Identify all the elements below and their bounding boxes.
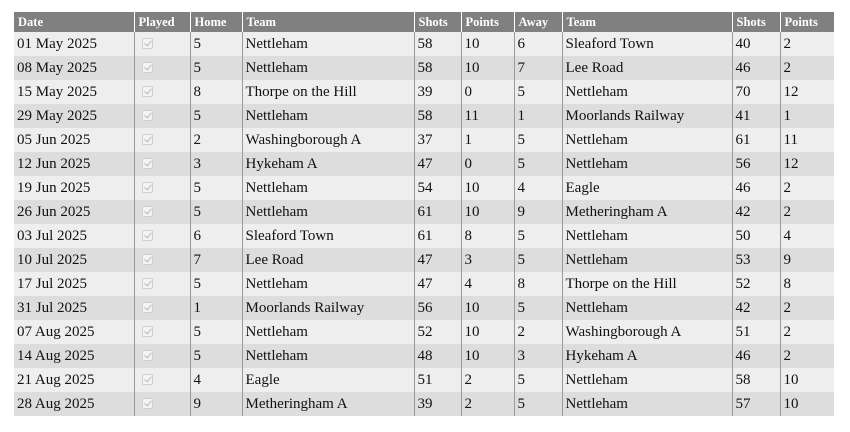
cell-home-team: Nettleham: [242, 344, 414, 368]
cell-played: [134, 344, 190, 368]
cell-home-points: 10: [461, 344, 514, 368]
cell-away-team: Washingborough A: [562, 320, 732, 344]
cell-away-points: 8: [780, 272, 834, 296]
cell-played: [134, 56, 190, 80]
cell-home-points: 1: [461, 128, 514, 152]
cell-home-shots: 37: [414, 128, 461, 152]
played-checkbox[interactable]: [142, 302, 153, 313]
cell-home-team: Nettleham: [242, 320, 414, 344]
cell-home-shots: 47: [414, 248, 461, 272]
cell-home-team: Nettleham: [242, 104, 414, 128]
cell-home-number: 4: [190, 368, 242, 392]
cell-home-team: Washingborough A: [242, 128, 414, 152]
cell-away-team: Metheringham A: [562, 200, 732, 224]
column-header-away[interactable]: Away: [514, 12, 562, 32]
cell-away-points: 9: [780, 248, 834, 272]
cell-played: [134, 392, 190, 416]
cell-away-number: 5: [514, 248, 562, 272]
played-checkbox[interactable]: [142, 350, 153, 361]
cell-played: [134, 128, 190, 152]
played-checkbox[interactable]: [142, 158, 153, 169]
cell-away-number: 5: [514, 224, 562, 248]
played-checkbox[interactable]: [142, 374, 153, 385]
column-header-home-points[interactable]: Points: [461, 12, 514, 32]
cell-home-shots: 58: [414, 104, 461, 128]
column-header-home-shots[interactable]: Shots: [414, 12, 461, 32]
cell-away-points: 12: [780, 152, 834, 176]
cell-home-shots: 39: [414, 80, 461, 104]
cell-away-team: Sleaford Town: [562, 32, 732, 56]
cell-away-shots: 42: [732, 200, 780, 224]
cell-home-team: Lee Road: [242, 248, 414, 272]
cell-home-number: 1: [190, 296, 242, 320]
cell-away-team: Nettleham: [562, 80, 732, 104]
fixtures-table: [14, 12, 834, 416]
cell-played: [134, 104, 190, 128]
cell-away-shots: 61: [732, 128, 780, 152]
cell-home-shots: 61: [414, 200, 461, 224]
cell-date: 31 Jul 2025: [14, 296, 134, 320]
cell-played: [134, 296, 190, 320]
cell-away-team: Thorpe on the Hill: [562, 272, 732, 296]
cell-home-points: 2: [461, 368, 514, 392]
cell-home-number: 5: [190, 104, 242, 128]
column-header-away-points[interactable]: Points: [780, 12, 834, 32]
cell-away-points: 4: [780, 224, 834, 248]
cell-date: 03 Jul 2025: [14, 224, 134, 248]
cell-home-team: Nettleham: [242, 272, 414, 296]
cell-home-team: Nettleham: [242, 32, 414, 56]
cell-away-points: 12: [780, 80, 834, 104]
cell-away-number: 5: [514, 128, 562, 152]
cell-away-team: Nettleham: [562, 128, 732, 152]
cell-away-points: 1: [780, 104, 834, 128]
cell-away-points: 2: [780, 200, 834, 224]
cell-away-team: Hykeham A: [562, 344, 732, 368]
cell-home-points: 10: [461, 56, 514, 80]
cell-home-shots: 47: [414, 152, 461, 176]
table-row: [14, 296, 834, 320]
cell-home-shots: 39: [414, 392, 461, 416]
cell-played: [134, 224, 190, 248]
cell-home-team: Metheringham A: [242, 392, 414, 416]
table-row: [14, 272, 834, 296]
cell-date: 07 Aug 2025: [14, 320, 134, 344]
cell-date: 12 Jun 2025: [14, 152, 134, 176]
cell-home-shots: 58: [414, 56, 461, 80]
cell-played: [134, 248, 190, 272]
cell-away-team: Lee Road: [562, 56, 732, 80]
cell-home-team: Nettleham: [242, 176, 414, 200]
cell-away-shots: 57: [732, 392, 780, 416]
cell-home-number: 5: [190, 176, 242, 200]
cell-away-team: Eagle: [562, 176, 732, 200]
cell-date: 28 Aug 2025: [14, 392, 134, 416]
cell-date: 26 Jun 2025: [14, 200, 134, 224]
cell-home-number: 5: [190, 320, 242, 344]
cell-away-shots: 46: [732, 56, 780, 80]
cell-home-number: 5: [190, 344, 242, 368]
cell-home-shots: 48: [414, 344, 461, 368]
cell-away-team: Nettleham: [562, 152, 732, 176]
cell-date: 17 Jul 2025: [14, 272, 134, 296]
cell-away-team: Nettleham: [562, 224, 732, 248]
cell-away-number: 5: [514, 152, 562, 176]
played-checkbox[interactable]: [142, 110, 153, 121]
cell-away-points: 2: [780, 176, 834, 200]
cell-played: [134, 152, 190, 176]
cell-away-shots: 70: [732, 80, 780, 104]
cell-home-points: 3: [461, 248, 514, 272]
cell-date: 05 Jun 2025: [14, 128, 134, 152]
cell-played: [134, 368, 190, 392]
table-row: [14, 200, 834, 224]
cell-home-team: Moorlands Railway: [242, 296, 414, 320]
cell-away-points: 11: [780, 128, 834, 152]
cell-home-shots: 52: [414, 320, 461, 344]
cell-away-points: 10: [780, 392, 834, 416]
played-checkbox[interactable]: [142, 254, 153, 265]
table-row: [14, 80, 834, 104]
cell-away-shots: 40: [732, 32, 780, 56]
cell-away-shots: 51: [732, 320, 780, 344]
table-row: [14, 56, 834, 80]
cell-played: [134, 320, 190, 344]
fixtures-body: [14, 32, 834, 416]
cell-away-points: 2: [780, 344, 834, 368]
cell-away-team: Nettleham: [562, 296, 732, 320]
cell-home-points: 2: [461, 392, 514, 416]
table-row: [14, 224, 834, 248]
cell-away-number: 9: [514, 200, 562, 224]
cell-home-team: Hykeham A: [242, 152, 414, 176]
cell-home-number: 2: [190, 128, 242, 152]
cell-home-points: 10: [461, 320, 514, 344]
cell-date: 19 Jun 2025: [14, 176, 134, 200]
played-checkbox[interactable]: [142, 182, 153, 193]
table-row: [14, 320, 834, 344]
cell-away-number: 4: [514, 176, 562, 200]
header-row: [14, 12, 834, 32]
played-checkbox[interactable]: [142, 206, 153, 217]
cell-away-shots: 56: [732, 152, 780, 176]
cell-away-shots: 58: [732, 368, 780, 392]
played-checkbox[interactable]: [142, 326, 153, 337]
cell-home-team: Sleaford Town: [242, 224, 414, 248]
table-row: [14, 32, 834, 56]
cell-played: [134, 80, 190, 104]
table-row: [14, 392, 834, 416]
cell-home-number: 5: [190, 200, 242, 224]
cell-home-points: 8: [461, 224, 514, 248]
cell-away-number: 5: [514, 80, 562, 104]
cell-away-points: 2: [780, 296, 834, 320]
cell-home-points: 4: [461, 272, 514, 296]
cell-away-points: 2: [780, 56, 834, 80]
cell-home-points: 10: [461, 296, 514, 320]
cell-away-shots: 52: [732, 272, 780, 296]
cell-away-number: 8: [514, 272, 562, 296]
cell-away-shots: 46: [732, 344, 780, 368]
column-header-away-team[interactable]: Team: [562, 12, 732, 32]
cell-away-number: 5: [514, 296, 562, 320]
cell-home-points: 10: [461, 32, 514, 56]
cell-home-team: Nettleham: [242, 56, 414, 80]
cell-away-shots: 41: [732, 104, 780, 128]
cell-home-number: 5: [190, 56, 242, 80]
cell-away-number: 7: [514, 56, 562, 80]
cell-home-team: Eagle: [242, 368, 414, 392]
column-header-played[interactable]: Played: [134, 12, 190, 32]
cell-home-number: 7: [190, 248, 242, 272]
cell-away-team: Moorlands Railway: [562, 104, 732, 128]
cell-home-number: 3: [190, 152, 242, 176]
cell-away-shots: 53: [732, 248, 780, 272]
cell-home-points: 0: [461, 80, 514, 104]
cell-home-points: 11: [461, 104, 514, 128]
played-checkbox[interactable]: [142, 278, 153, 289]
played-checkbox[interactable]: [142, 398, 153, 409]
cell-date: 08 May 2025: [14, 56, 134, 80]
cell-home-team: Thorpe on the Hill: [242, 80, 414, 104]
cell-home-number: 8: [190, 80, 242, 104]
cell-away-number: 3: [514, 344, 562, 368]
column-header-home-team[interactable]: Team: [242, 12, 414, 32]
cell-home-shots: 47: [414, 272, 461, 296]
cell-away-number: 6: [514, 32, 562, 56]
cell-home-points: 0: [461, 152, 514, 176]
cell-away-points: 10: [780, 368, 834, 392]
played-checkbox[interactable]: [142, 230, 153, 241]
cell-home-number: 9: [190, 392, 242, 416]
cell-home-number: 6: [190, 224, 242, 248]
cell-home-shots: 58: [414, 32, 461, 56]
cell-away-number: 5: [514, 392, 562, 416]
cell-played: [134, 272, 190, 296]
cell-home-team: Nettleham: [242, 200, 414, 224]
table-row: [14, 368, 834, 392]
cell-date: 10 Jul 2025: [14, 248, 134, 272]
played-checkbox[interactable]: [142, 62, 153, 73]
table-row: [14, 344, 834, 368]
cell-away-points: 2: [780, 32, 834, 56]
cell-away-team: Nettleham: [562, 392, 732, 416]
column-header-home[interactable]: Home: [190, 12, 242, 32]
cell-played: [134, 176, 190, 200]
played-checkbox[interactable]: [142, 134, 153, 145]
cell-home-shots: 54: [414, 176, 461, 200]
cell-home-shots: 56: [414, 296, 461, 320]
cell-date: 14 Aug 2025: [14, 344, 134, 368]
cell-home-shots: 51: [414, 368, 461, 392]
cell-away-number: 5: [514, 368, 562, 392]
table-row: [14, 176, 834, 200]
cell-home-number: 5: [190, 32, 242, 56]
cell-played: [134, 200, 190, 224]
column-header-date[interactable]: Date: [14, 12, 134, 32]
cell-away-team: Nettleham: [562, 368, 732, 392]
cell-home-shots: 61: [414, 224, 461, 248]
cell-home-number: 5: [190, 272, 242, 296]
cell-date: 01 May 2025: [14, 32, 134, 56]
cell-away-number: 1: [514, 104, 562, 128]
cell-away-shots: 50: [732, 224, 780, 248]
table-row: [14, 248, 834, 272]
cell-home-points: 10: [461, 200, 514, 224]
cell-date: 29 May 2025: [14, 104, 134, 128]
cell-date: 21 Aug 2025: [14, 368, 134, 392]
cell-played: [134, 32, 190, 56]
table-row: [14, 104, 834, 128]
played-checkbox[interactable]: [142, 86, 153, 97]
played-checkbox[interactable]: [142, 38, 153, 49]
cell-away-shots: 42: [732, 296, 780, 320]
cell-away-shots: 46: [732, 176, 780, 200]
column-header-away-shots[interactable]: Shots: [732, 12, 780, 32]
cell-home-points: 10: [461, 176, 514, 200]
table-row: [14, 152, 834, 176]
cell-away-points: 2: [780, 320, 834, 344]
cell-date: 15 May 2025: [14, 80, 134, 104]
table-row: [14, 128, 834, 152]
cell-away-team: Nettleham: [562, 248, 732, 272]
cell-away-number: 2: [514, 320, 562, 344]
